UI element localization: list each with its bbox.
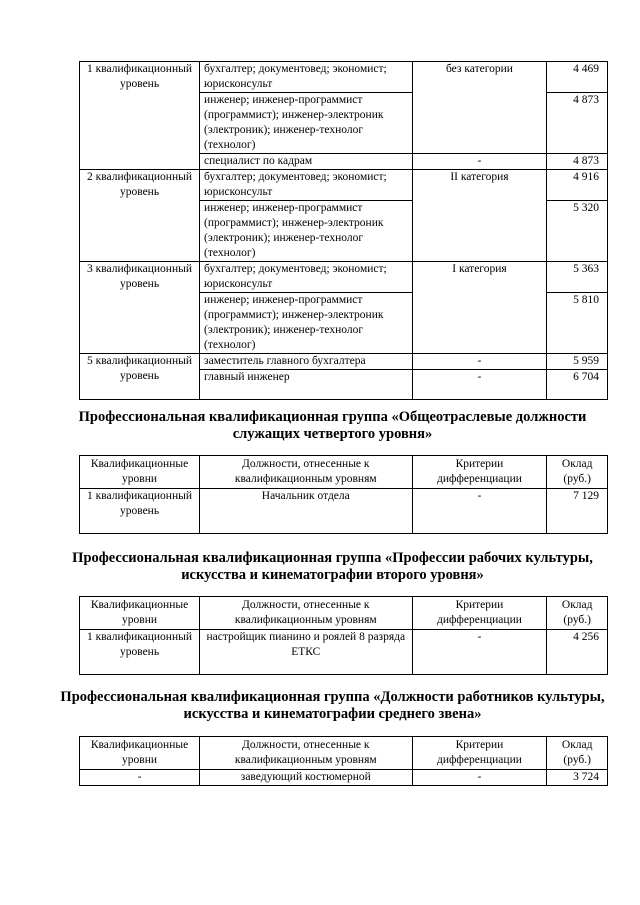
criteria-cell: - <box>412 370 547 400</box>
header-level: Квалификационные уровни <box>80 456 200 489</box>
table-row <box>80 262 608 293</box>
header-level: Квалификационные уровни <box>80 737 200 770</box>
level-cell: - <box>80 770 200 786</box>
criteria-cell: - <box>412 354 547 370</box>
position-cell: бухгалтер; документовед; экономист; юрисконсульт <box>200 62 412 93</box>
position-cell: инженер; инженер-программист (программист); инженер-электроник (электроник); инженер-технолог (технолог) <box>200 93 412 154</box>
table-row <box>80 354 608 370</box>
criteria-cell: - <box>412 154 547 170</box>
header-criteria: Критерии дифференциации <box>412 597 547 630</box>
salary-cell: 4 916 <box>547 170 608 201</box>
salary-cell: 4 256 <box>547 630 608 675</box>
level-cell: 2 квалификационный уровень <box>80 170 200 262</box>
position-cell: настройщик пианино и роялей 8 разряда ЕТКС <box>200 630 412 675</box>
position-cell: специалист по кадрам <box>200 154 412 170</box>
table-workers-second-level <box>79 596 608 675</box>
criteria-cell: - <box>412 630 547 675</box>
header-positions: Должности, отнесенные к квалификационным уровням <box>200 597 412 630</box>
table-qualification-levels-1-5 <box>79 61 608 400</box>
header-criteria: Критерии дифференциации <box>412 456 547 489</box>
table-row <box>80 770 608 786</box>
section-title: Профессиональная квалификационная группа «Профессии рабочих культуры, искусства и кинематографии второго уровня» <box>72 550 593 583</box>
salary-cell: 5 959 <box>547 354 608 370</box>
header-positions: Должности, отнесенные к квалификационным уровням <box>200 737 412 770</box>
section-title: Профессиональная квалификационная группа «Должности работников культуры, искусства и кинематографии среднего звена» <box>60 689 605 722</box>
section-title: Профессиональная квалификационная группа «Общеотраслевые должности служащих четвертого уровня» <box>78 409 587 442</box>
salary-cell: 4 873 <box>547 93 608 154</box>
header-positions: Должности, отнесенные к квалификационным уровням <box>200 456 412 489</box>
salary-cell: 5 320 <box>547 201 608 262</box>
position-cell: инженер; инженер-программист (программист); инженер-электроник (электроник); инженер-технолог (технолог) <box>200 293 412 354</box>
salary-cell: 5 363 <box>547 262 608 293</box>
position-cell: инженер; инженер-программист (программист); инженер-электроник (электроник); инженер-технолог (технолог) <box>200 201 412 262</box>
salary-cell: 4 469 <box>547 62 608 93</box>
position-cell: заведующий костюмерной <box>200 770 412 786</box>
table-fourth-level <box>79 455 608 534</box>
level-cell: 3 квалификационный уровень <box>80 262 200 354</box>
criteria-cell: - <box>412 489 547 534</box>
salary-cell: 3 724 <box>547 770 608 786</box>
salary-cell: 7 129 <box>547 489 608 534</box>
table-header-row <box>80 597 608 630</box>
position-cell: бухгалтер; документовед; экономист; юрисконсульт <box>200 170 412 201</box>
table-row <box>80 630 608 675</box>
position-cell: бухгалтер; документовед; экономист; юрисконсульт <box>200 262 412 293</box>
header-salary: Оклад (руб.) <box>547 597 608 630</box>
table-header-row <box>80 737 608 770</box>
header-salary: Оклад (руб.) <box>547 456 608 489</box>
salary-cell: 4 873 <box>547 154 608 170</box>
level-cell: 1 квалификационный уровень <box>80 630 200 675</box>
table-row <box>80 489 608 534</box>
level-cell: 5 квалификационный уровень <box>80 354 200 400</box>
position-cell: заместитель главного бухгалтера <box>200 354 412 370</box>
table-culture-middle-level <box>79 736 608 786</box>
position-cell: Начальник отдела <box>200 489 412 534</box>
criteria-cell: II категория <box>412 170 547 262</box>
salary-cell: 5 810 <box>547 293 608 354</box>
header-salary: Оклад (руб.) <box>547 737 608 770</box>
salary-cell: 6 704 <box>547 370 608 400</box>
table-row <box>80 62 608 93</box>
level-cell: 1 квалификационный уровень <box>80 62 200 170</box>
level-cell: 1 квалификационный уровень <box>80 489 200 534</box>
header-criteria: Критерии дифференциации <box>412 737 547 770</box>
table-row <box>80 170 608 201</box>
table-header-row <box>80 456 608 489</box>
criteria-cell: - <box>412 770 547 786</box>
header-level: Квалификационные уровни <box>80 597 200 630</box>
position-cell: главный инженер <box>200 370 412 400</box>
criteria-cell: без категории <box>412 62 547 154</box>
criteria-cell: I категория <box>412 262 547 354</box>
